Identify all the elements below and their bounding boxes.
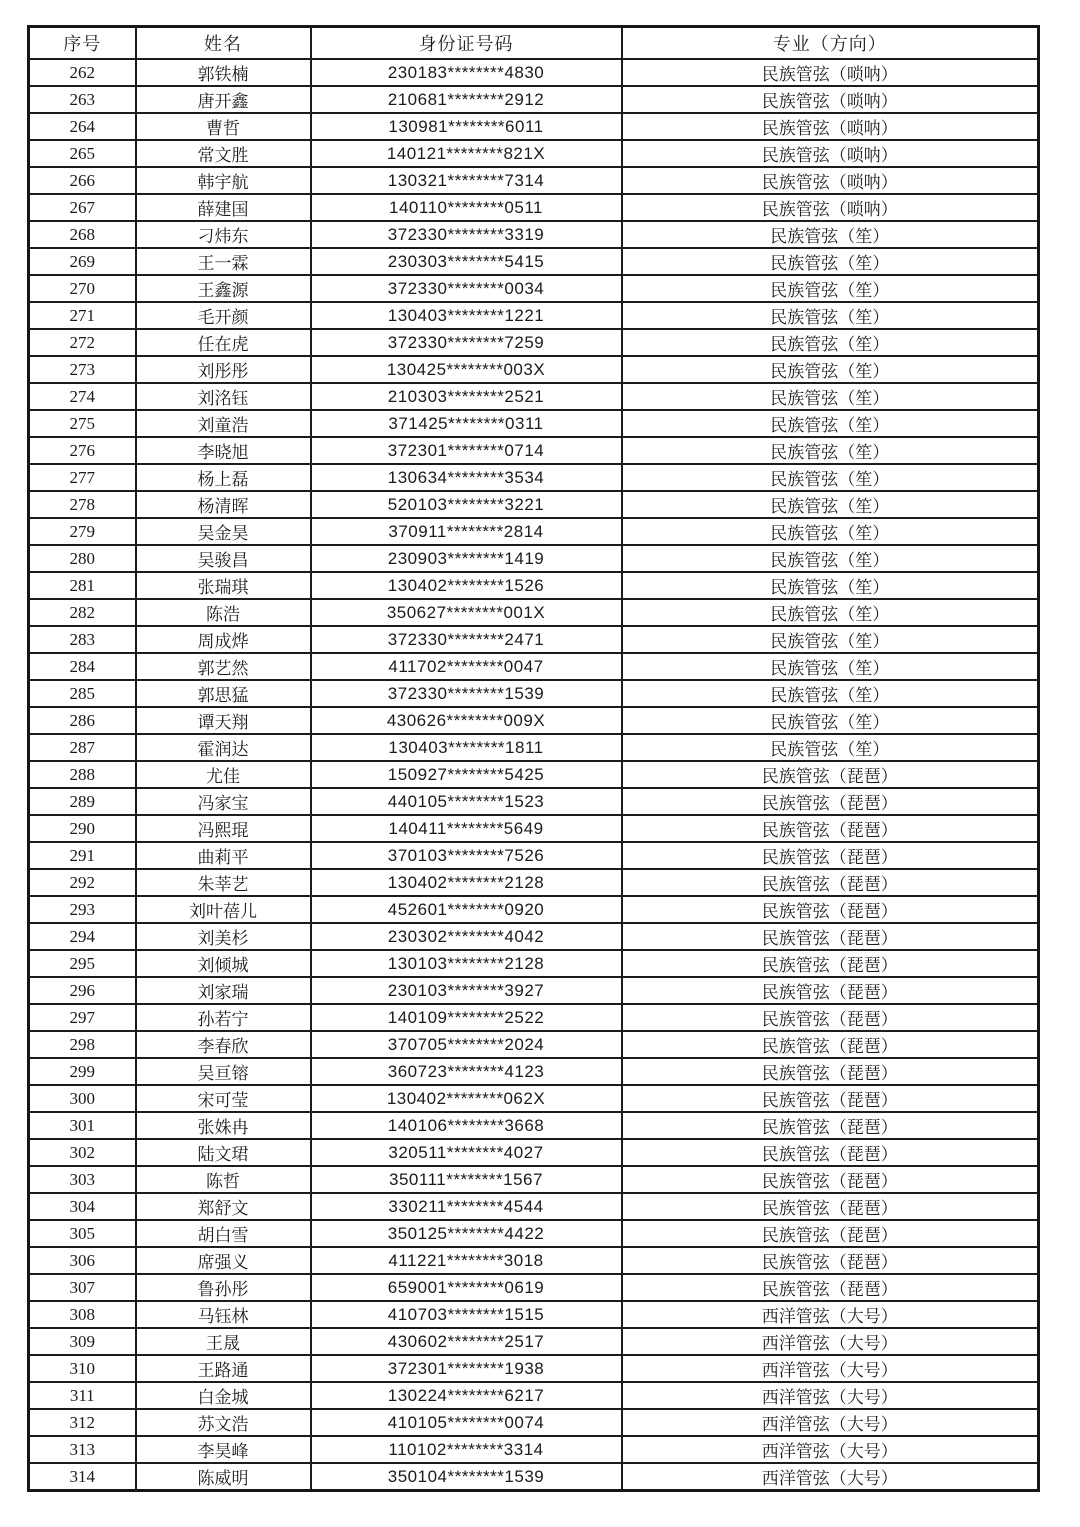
cell-name: 刘洺钰 — [136, 383, 311, 410]
cell-major-direction: 西洋管弦（大号） — [622, 1328, 1039, 1355]
header-serial-number: 序号 — [29, 27, 136, 60]
header-name: 姓名 — [136, 27, 311, 60]
table-row — [29, 518, 1039, 545]
table-row — [29, 977, 1039, 1004]
cell-major-direction: 民族管弦（琵琶） — [622, 1058, 1039, 1085]
cell-major-direction: 民族管弦（唢呐） — [622, 194, 1039, 221]
cell-id-number: 350125********4422 — [311, 1220, 622, 1247]
cell-id-number: 410703********1515 — [311, 1301, 622, 1328]
cell-id-number: 372301********1938 — [311, 1355, 622, 1382]
table-row — [29, 1436, 1039, 1463]
cell-serial-number: 313 — [29, 1436, 136, 1463]
cell-id-number: 350104********1539 — [311, 1463, 622, 1491]
cell-serial-number: 295 — [29, 950, 136, 977]
cell-name: 周成烨 — [136, 626, 311, 653]
table-row — [29, 950, 1039, 977]
cell-id-number: 659001********0619 — [311, 1274, 622, 1301]
cell-serial-number: 292 — [29, 869, 136, 896]
cell-serial-number: 298 — [29, 1031, 136, 1058]
cell-major-direction: 民族管弦（唢呐） — [622, 113, 1039, 140]
cell-major-direction: 民族管弦（笙） — [622, 356, 1039, 383]
cell-major-direction: 民族管弦（笙） — [622, 599, 1039, 626]
cell-name: 郭艺然 — [136, 653, 311, 680]
table-row — [29, 464, 1039, 491]
cell-major-direction: 民族管弦（笙） — [622, 302, 1039, 329]
table-row — [29, 383, 1039, 410]
cell-serial-number: 283 — [29, 626, 136, 653]
table-row — [29, 1112, 1039, 1139]
cell-name: 刘家瑞 — [136, 977, 311, 1004]
header-major-direction: 专业（方向） — [622, 27, 1039, 60]
cell-serial-number: 308 — [29, 1301, 136, 1328]
cell-id-number: 520103********3221 — [311, 491, 622, 518]
cell-id-number: 210303********2521 — [311, 383, 622, 410]
cell-major-direction: 民族管弦（笙） — [622, 464, 1039, 491]
table-row — [29, 1085, 1039, 1112]
cell-id-number: 230903********1419 — [311, 545, 622, 572]
cell-name: 唐开鑫 — [136, 86, 311, 113]
table-row — [29, 113, 1039, 140]
table-row — [29, 194, 1039, 221]
cell-serial-number: 304 — [29, 1193, 136, 1220]
cell-major-direction: 民族管弦（琵琶） — [622, 869, 1039, 896]
cell-name: 白金城 — [136, 1382, 311, 1409]
cell-major-direction: 民族管弦（琵琶） — [622, 923, 1039, 950]
cell-name: 毛开颜 — [136, 302, 311, 329]
cell-serial-number: 274 — [29, 383, 136, 410]
cell-serial-number: 269 — [29, 248, 136, 275]
cell-id-number: 430602********2517 — [311, 1328, 622, 1355]
cell-id-number: 130402********062X — [311, 1085, 622, 1112]
cell-id-number: 371425********0311 — [311, 410, 622, 437]
cell-serial-number: 294 — [29, 923, 136, 950]
table-row — [29, 761, 1039, 788]
cell-id-number: 130103********2128 — [311, 950, 622, 977]
cell-name: 李昊峰 — [136, 1436, 311, 1463]
cell-id-number: 130403********1221 — [311, 302, 622, 329]
cell-major-direction: 民族管弦（笙） — [622, 518, 1039, 545]
cell-major-direction: 民族管弦（琵琶） — [622, 1247, 1039, 1274]
cell-major-direction: 民族管弦（笙） — [622, 707, 1039, 734]
cell-name: 谭天翔 — [136, 707, 311, 734]
cell-name: 陈哲 — [136, 1166, 311, 1193]
cell-id-number: 110102********3314 — [311, 1436, 622, 1463]
cell-major-direction: 民族管弦（笙） — [622, 410, 1039, 437]
cell-id-number: 410105********0074 — [311, 1409, 622, 1436]
cell-id-number: 230303********5415 — [311, 248, 622, 275]
cell-name: 张瑞琪 — [136, 572, 311, 599]
cell-serial-number: 286 — [29, 707, 136, 734]
cell-serial-number: 276 — [29, 437, 136, 464]
cell-name: 杨清晖 — [136, 491, 311, 518]
table-row — [29, 1409, 1039, 1436]
cell-name: 马钰林 — [136, 1301, 311, 1328]
cell-major-direction: 民族管弦（琵琶） — [622, 1166, 1039, 1193]
cell-name: 苏文浩 — [136, 1409, 311, 1436]
cell-id-number: 140106********3668 — [311, 1112, 622, 1139]
cell-serial-number: 284 — [29, 653, 136, 680]
cell-serial-number: 291 — [29, 842, 136, 869]
cell-serial-number: 290 — [29, 815, 136, 842]
table-row — [29, 491, 1039, 518]
cell-id-number: 130224********6217 — [311, 1382, 622, 1409]
cell-id-number: 372330********0034 — [311, 275, 622, 302]
cell-serial-number: 287 — [29, 734, 136, 761]
cell-major-direction: 民族管弦（琵琶） — [622, 1031, 1039, 1058]
cell-serial-number: 307 — [29, 1274, 136, 1301]
cell-name: 刁炜东 — [136, 221, 311, 248]
cell-id-number: 150927********5425 — [311, 761, 622, 788]
cell-major-direction: 民族管弦（琵琶） — [622, 1112, 1039, 1139]
cell-major-direction: 民族管弦（笙） — [622, 680, 1039, 707]
cell-serial-number: 273 — [29, 356, 136, 383]
cell-major-direction: 民族管弦（琵琶） — [622, 1274, 1039, 1301]
cell-id-number: 452601********0920 — [311, 896, 622, 923]
cell-name: 郭铁楠 — [136, 59, 311, 86]
table-row — [29, 356, 1039, 383]
cell-id-number: 140411********5649 — [311, 815, 622, 842]
table-row — [29, 815, 1039, 842]
cell-major-direction: 民族管弦（琵琶） — [622, 977, 1039, 1004]
table-row — [29, 545, 1039, 572]
cell-major-direction: 民族管弦（琵琶） — [622, 842, 1039, 869]
cell-major-direction: 民族管弦（笙） — [622, 221, 1039, 248]
cell-serial-number: 293 — [29, 896, 136, 923]
cell-name: 鲁孙彤 — [136, 1274, 311, 1301]
cell-major-direction: 西洋管弦（大号） — [622, 1301, 1039, 1328]
cell-id-number: 230183********4830 — [311, 59, 622, 86]
table-row — [29, 329, 1039, 356]
cell-name: 任在虎 — [136, 329, 311, 356]
cell-serial-number: 275 — [29, 410, 136, 437]
cell-serial-number: 309 — [29, 1328, 136, 1355]
cell-name: 刘美杉 — [136, 923, 311, 950]
cell-id-number: 372330********3319 — [311, 221, 622, 248]
cell-major-direction: 民族管弦（笙） — [622, 626, 1039, 653]
cell-major-direction: 西洋管弦（大号） — [622, 1382, 1039, 1409]
cell-id-number: 350627********001X — [311, 599, 622, 626]
cell-id-number: 372330********7259 — [311, 329, 622, 356]
cell-major-direction: 民族管弦（唢呐） — [622, 59, 1039, 86]
cell-major-direction: 民族管弦（琵琶） — [622, 1004, 1039, 1031]
cell-serial-number: 265 — [29, 140, 136, 167]
cell-serial-number: 272 — [29, 329, 136, 356]
cell-name: 宋可莹 — [136, 1085, 311, 1112]
cell-id-number: 411702********0047 — [311, 653, 622, 680]
table-row — [29, 1058, 1039, 1085]
cell-serial-number: 268 — [29, 221, 136, 248]
cell-major-direction: 民族管弦（笙） — [622, 275, 1039, 302]
table-row — [29, 248, 1039, 275]
cell-name: 孙若宁 — [136, 1004, 311, 1031]
table-row — [29, 410, 1039, 437]
table-row — [29, 680, 1039, 707]
table-row — [29, 1463, 1039, 1491]
cell-major-direction: 民族管弦（琵琶） — [622, 1220, 1039, 1247]
cell-name: 胡白雪 — [136, 1220, 311, 1247]
cell-serial-number: 280 — [29, 545, 136, 572]
cell-major-direction: 民族管弦（笙） — [622, 545, 1039, 572]
cell-id-number: 370103********7526 — [311, 842, 622, 869]
cell-id-number: 370705********2024 — [311, 1031, 622, 1058]
cell-id-number: 372301********0714 — [311, 437, 622, 464]
cell-serial-number: 311 — [29, 1382, 136, 1409]
cell-id-number: 210681********2912 — [311, 86, 622, 113]
table-row — [29, 302, 1039, 329]
cell-name: 冯家宝 — [136, 788, 311, 815]
cell-major-direction: 民族管弦（笙） — [622, 437, 1039, 464]
cell-id-number: 360723********4123 — [311, 1058, 622, 1085]
table-row — [29, 572, 1039, 599]
cell-name: 陈威明 — [136, 1463, 311, 1491]
table-row — [29, 653, 1039, 680]
cell-id-number: 372330********2471 — [311, 626, 622, 653]
cell-name: 吴骏昌 — [136, 545, 311, 572]
cell-major-direction: 民族管弦（琵琶） — [622, 788, 1039, 815]
cell-serial-number: 267 — [29, 194, 136, 221]
cell-id-number: 411221********3018 — [311, 1247, 622, 1274]
cell-name: 陆文珺 — [136, 1139, 311, 1166]
cell-major-direction: 民族管弦（笙） — [622, 734, 1039, 761]
cell-name: 郭思猛 — [136, 680, 311, 707]
cell-name: 张姝冉 — [136, 1112, 311, 1139]
cell-serial-number: 306 — [29, 1247, 136, 1274]
table-row — [29, 167, 1039, 194]
cell-id-number: 440105********1523 — [311, 788, 622, 815]
cell-major-direction: 民族管弦（唢呐） — [622, 86, 1039, 113]
cell-serial-number: 289 — [29, 788, 136, 815]
cell-serial-number: 288 — [29, 761, 136, 788]
cell-serial-number: 263 — [29, 86, 136, 113]
cell-id-number: 130634********3534 — [311, 464, 622, 491]
cell-id-number: 130981********6011 — [311, 113, 622, 140]
table-row — [29, 1220, 1039, 1247]
cell-major-direction: 西洋管弦（大号） — [622, 1436, 1039, 1463]
header-id-number: 身份证号码 — [311, 27, 622, 60]
cell-name: 冯熙琨 — [136, 815, 311, 842]
table-header-row — [29, 27, 1039, 60]
cell-major-direction: 民族管弦（琵琶） — [622, 896, 1039, 923]
table-row — [29, 140, 1039, 167]
cell-id-number: 330211********4544 — [311, 1193, 622, 1220]
cell-serial-number: 299 — [29, 1058, 136, 1085]
table-row — [29, 1139, 1039, 1166]
cell-name: 王晟 — [136, 1328, 311, 1355]
cell-serial-number: 303 — [29, 1166, 136, 1193]
cell-serial-number: 302 — [29, 1139, 136, 1166]
table-row — [29, 1274, 1039, 1301]
cell-id-number: 130321********7314 — [311, 167, 622, 194]
cell-name: 刘彤彤 — [136, 356, 311, 383]
cell-name: 李晓旭 — [136, 437, 311, 464]
cell-name: 陈浩 — [136, 599, 311, 626]
cell-serial-number: 305 — [29, 1220, 136, 1247]
table-row — [29, 626, 1039, 653]
cell-serial-number: 281 — [29, 572, 136, 599]
table-row — [29, 59, 1039, 86]
cell-name: 刘倾城 — [136, 950, 311, 977]
cell-name: 常文胜 — [136, 140, 311, 167]
cell-major-direction: 民族管弦（笙） — [622, 383, 1039, 410]
cell-serial-number: 300 — [29, 1085, 136, 1112]
cell-major-direction: 民族管弦（琵琶） — [622, 1193, 1039, 1220]
cell-serial-number: 278 — [29, 491, 136, 518]
cell-serial-number: 279 — [29, 518, 136, 545]
cell-name: 王一霖 — [136, 248, 311, 275]
cell-id-number: 320511********4027 — [311, 1139, 622, 1166]
table-row — [29, 707, 1039, 734]
cell-id-number: 230302********4042 — [311, 923, 622, 950]
cell-name: 曹哲 — [136, 113, 311, 140]
cell-name: 郑舒文 — [136, 1193, 311, 1220]
cell-major-direction: 民族管弦（琵琶） — [622, 950, 1039, 977]
cell-id-number: 140110********0511 — [311, 194, 622, 221]
cell-serial-number: 310 — [29, 1355, 136, 1382]
cell-serial-number: 314 — [29, 1463, 136, 1491]
table-row — [29, 896, 1039, 923]
cell-id-number: 230103********3927 — [311, 977, 622, 1004]
table-row — [29, 734, 1039, 761]
cell-serial-number: 285 — [29, 680, 136, 707]
cell-id-number: 140109********2522 — [311, 1004, 622, 1031]
table-row — [29, 437, 1039, 464]
table-row — [29, 842, 1039, 869]
cell-name: 薛建国 — [136, 194, 311, 221]
table-body — [29, 59, 1039, 1491]
cell-major-direction: 民族管弦（笙） — [622, 329, 1039, 356]
table-row — [29, 1355, 1039, 1382]
cell-serial-number: 264 — [29, 113, 136, 140]
table-row — [29, 923, 1039, 950]
table-header — [29, 27, 1039, 60]
table-row — [29, 86, 1039, 113]
cell-id-number: 130403********1811 — [311, 734, 622, 761]
cell-name: 刘童浩 — [136, 410, 311, 437]
cell-major-direction: 西洋管弦（大号） — [622, 1355, 1039, 1382]
cell-serial-number: 296 — [29, 977, 136, 1004]
table-row — [29, 221, 1039, 248]
table-row — [29, 788, 1039, 815]
cell-serial-number: 297 — [29, 1004, 136, 1031]
cell-serial-number: 262 — [29, 59, 136, 86]
cell-name: 吴亘镕 — [136, 1058, 311, 1085]
cell-serial-number: 270 — [29, 275, 136, 302]
cell-major-direction: 民族管弦（唢呐） — [622, 140, 1039, 167]
cell-id-number: 350111********1567 — [311, 1166, 622, 1193]
cell-name: 曲莉平 — [136, 842, 311, 869]
cell-serial-number: 271 — [29, 302, 136, 329]
cell-name: 朱莘艺 — [136, 869, 311, 896]
table-row — [29, 1328, 1039, 1355]
cell-serial-number: 277 — [29, 464, 136, 491]
cell-serial-number: 266 — [29, 167, 136, 194]
cell-id-number: 130402********1526 — [311, 572, 622, 599]
cell-id-number: 140121********821X — [311, 140, 622, 167]
table-row — [29, 599, 1039, 626]
cell-major-direction: 西洋管弦（大号） — [622, 1463, 1039, 1491]
table-row — [29, 1004, 1039, 1031]
cell-id-number: 430626********009X — [311, 707, 622, 734]
cell-name: 霍润达 — [136, 734, 311, 761]
cell-name: 杨上磊 — [136, 464, 311, 491]
table-row — [29, 1031, 1039, 1058]
cell-id-number: 130425********003X — [311, 356, 622, 383]
table-row — [29, 1193, 1039, 1220]
table-row — [29, 1166, 1039, 1193]
table-row — [29, 1382, 1039, 1409]
table-row — [29, 1301, 1039, 1328]
cell-major-direction: 民族管弦（笙） — [622, 572, 1039, 599]
cell-major-direction: 民族管弦（笙） — [622, 248, 1039, 275]
cell-major-direction: 民族管弦（琵琶） — [622, 1139, 1039, 1166]
cell-major-direction: 民族管弦（琵琶） — [622, 1085, 1039, 1112]
cell-name: 刘叶蓓儿 — [136, 896, 311, 923]
cell-id-number: 372330********1539 — [311, 680, 622, 707]
cell-major-direction: 民族管弦（笙） — [622, 653, 1039, 680]
cell-name: 韩宇航 — [136, 167, 311, 194]
table-row — [29, 1247, 1039, 1274]
cell-major-direction: 民族管弦（笙） — [622, 491, 1039, 518]
cell-name: 尤佳 — [136, 761, 311, 788]
cell-name: 吴金昊 — [136, 518, 311, 545]
cell-name: 王路通 — [136, 1355, 311, 1382]
cell-major-direction: 民族管弦（琵琶） — [622, 815, 1039, 842]
cell-serial-number: 301 — [29, 1112, 136, 1139]
cell-major-direction: 民族管弦（琵琶） — [622, 761, 1039, 788]
cell-major-direction: 民族管弦（唢呐） — [622, 167, 1039, 194]
cell-serial-number: 312 — [29, 1409, 136, 1436]
candidate-roster-table — [27, 25, 1040, 1492]
cell-name: 王鑫源 — [136, 275, 311, 302]
cell-major-direction: 西洋管弦（大号） — [622, 1409, 1039, 1436]
table-row — [29, 869, 1039, 896]
cell-id-number: 370911********2814 — [311, 518, 622, 545]
table-row — [29, 275, 1039, 302]
cell-serial-number: 282 — [29, 599, 136, 626]
cell-id-number: 130402********2128 — [311, 869, 622, 896]
cell-name: 李春欣 — [136, 1031, 311, 1058]
cell-name: 席强义 — [136, 1247, 311, 1274]
